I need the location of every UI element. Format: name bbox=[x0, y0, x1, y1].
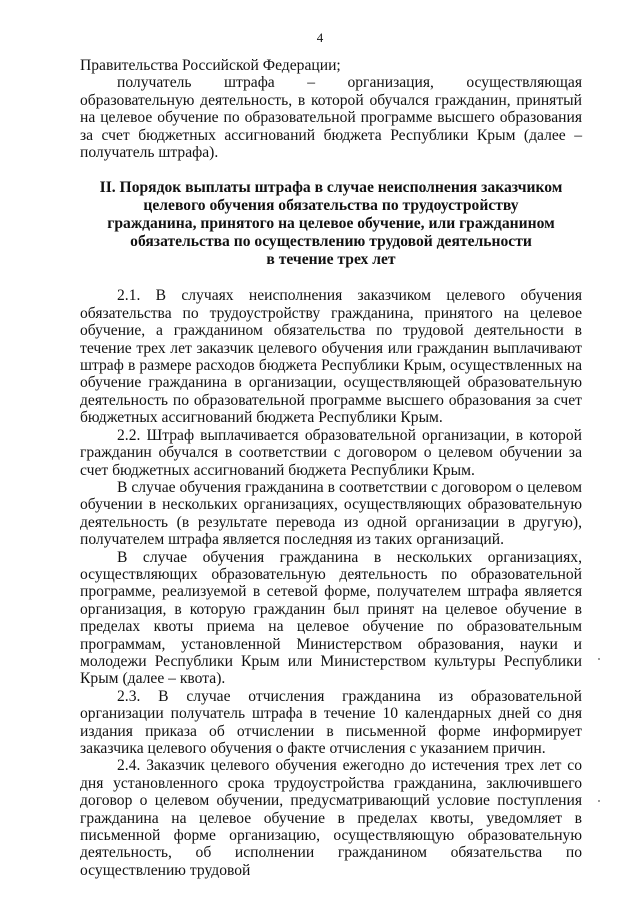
paragraph-2-2-transfer: В случае обучения гражданина в соответствии с договором о целевом обучении в нескольких организациях, осуществляющих образовательную деятельность (в результате перевода из одной организации в другую), получателем штрафа является последняя из таких организаций. bbox=[80, 478, 582, 549]
section-title-line: II. Порядок выплаты штрафа в случае неисполнения заказчиком bbox=[99, 179, 563, 197]
section-title bbox=[80, 179, 582, 269]
paragraph-recipient-definition: получатель штрафа – организация, осуществляющая образовательную деятельность, в которой обучался гражданин, принятый на целевое обучение по образовательной программе высшего образования за счет бюджетных ассигнований бюджета Республики Крым (далее – получатель штрафа). bbox=[80, 74, 582, 162]
section-title-line: в течение трех лет bbox=[266, 251, 396, 269]
section-title-line: гражданина, принятого на целевое обучение, или гражданином bbox=[107, 215, 555, 233]
section-title-line: целевого обучения обязательства по трудоустройству bbox=[143, 197, 519, 215]
paragraph-2-2: 2.2. Штраф выплачивается образовательной организации, в которой гражданин обучался в соответствии с договором о целевом обучении за счет бюджетных ассигнований бюджета Республики Крым. bbox=[80, 426, 582, 479]
paragraph-2-4: 2.4. Заказчик целевого обучения ежегодно до истечения трех лет со дня установленного срока трудоустройства гражданина, заключившего договор о целевом обучении, предусматривающий условие поступления гражданина на целевое обучение в пределах квоты, уведомляет в письменной форме организацию, осуществляющую образовательную деятельность, об исполнении гражданином обязательства по осуществлению трудовой bbox=[80, 757, 582, 879]
paragraph-2-2-network: В случае обучения гражданина в нескольких организациях, осуществляющих образовательную деятельность по образовательной программе, реализуемой в сетевой форме, получателем штрафа является организация, в которую гражданин был принят на целевое обучение в пределах квоты приема на целевое обучение по образовательным программам, установленной Министерством образования, науки и молодежи Республики Крым или Министерством культуры Республики Крым (далее – квота). bbox=[80, 548, 582, 688]
page-body bbox=[80, 57, 582, 879]
paragraph-2-3: 2.3. В случае отчисления гражданина из образовательной организации получатель штрафа в течение 10 календарных дней со дня издания приказа об отчислении в письменной форме информирует заказчика целевого обучения о факте отчисления с указанием причин. bbox=[80, 687, 582, 757]
scan-speck bbox=[598, 658, 600, 660]
paragraph-continuation: Правительства Российской Федерации; bbox=[80, 57, 341, 74]
paragraph-2-1: 2.1. В случаях неисполнения заказчиком целевого обучения обязательства по трудоустройству гражданина, принятого на целевое обучение, а гражданином обязательства по трудовой деятельности в течение трех лет заказчик целевого обучения или гражданин выплачивают штраф в размере расходов бюджета Республики Крым, осуществленных на обучение гражданина в организации, осуществляющей образовательную деятельность по образовательной программе высшего образования за счет бюджетных ассигнований бюджета Республики Крым. bbox=[80, 287, 582, 427]
scan-speck bbox=[598, 800, 600, 802]
page-number: 4 bbox=[316, 30, 324, 45]
section-title-line: обязательства по осуществлению трудовой деятельности bbox=[130, 233, 532, 251]
